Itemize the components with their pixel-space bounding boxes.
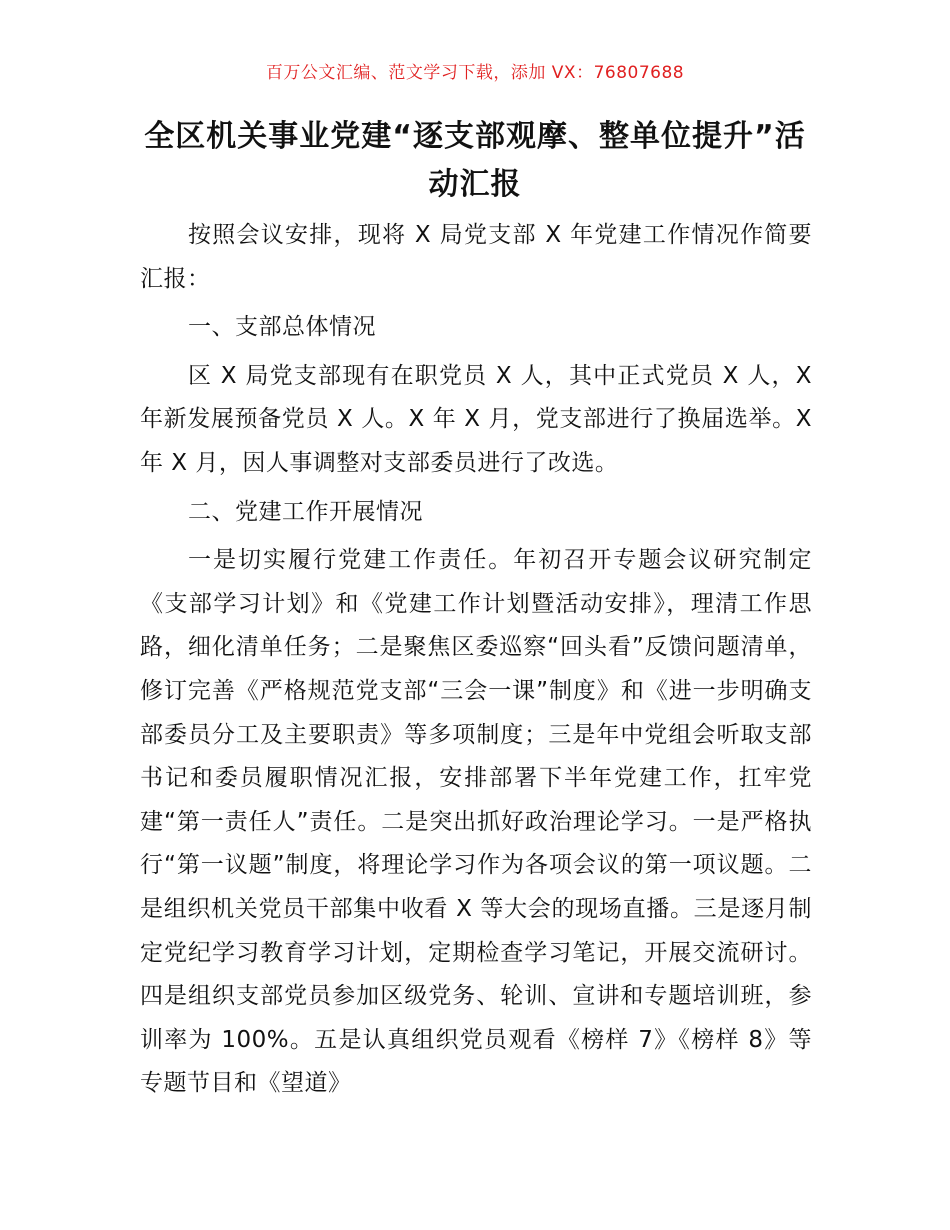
header-watermark: 百万公文汇编、范文学习下载，添加 VX：76807688 xyxy=(265,63,685,83)
section-heading-1: 一、支部总体情况 xyxy=(188,314,376,341)
intro-paragraph: 按照会议安排，现将 X 局党支部 X 年党建工作情况作简要汇报： xyxy=(140,222,812,292)
section-heading-2: 二、党建工作开展情况 xyxy=(188,498,423,525)
document-body xyxy=(140,214,812,1106)
document-title: 全区机关事业党建“逐支部观摩、整单位提升”活动汇报 xyxy=(144,119,806,202)
section-paragraph-2: 一是切实履行党建工作责任。年初召开专题会议研究制定《支部学习计划》和《党建工作计划暨活动安排》，理清工作思路，细化清单任务；二是聚焦区委巡察“回头看”反馈问题清单，修订完善《严格规范党支部“三会一课”制度》和《进一步明确支部委员分工及主要职责》等多项制度；三是年中党组会听取支部书记和委员履职情况汇报，安排部署下半年党建工作，扛牢党建“第一责任人”责任。二是突出抓好政治理论学习。一是严格执行“第一议题”制度，将理论学习作为各项会议的第一项议题。二是组织机关党员干部集中收看 X 等大会的现场直播。三是逐月制定党纪学习教育学习计划，定期检查学习笔记，开展交流研讨。四是组织支部党员参加区级党务、轮训、宣讲和专题培训班，参训率为 100%。五是认真组织党员观看《榜样 7》《榜样 8》等专题节目和《望道》 xyxy=(140,547,812,1097)
section-paragraph-1: 区 X 局党支部现有在职党员 X 人，其中正式党员 X 人，X 年新发展预备党员 X 人。X 年 X 月，党支部进行了换届选举。X 年 X 月，因人事调整对支部委员进行了改选。 xyxy=(140,362,812,476)
